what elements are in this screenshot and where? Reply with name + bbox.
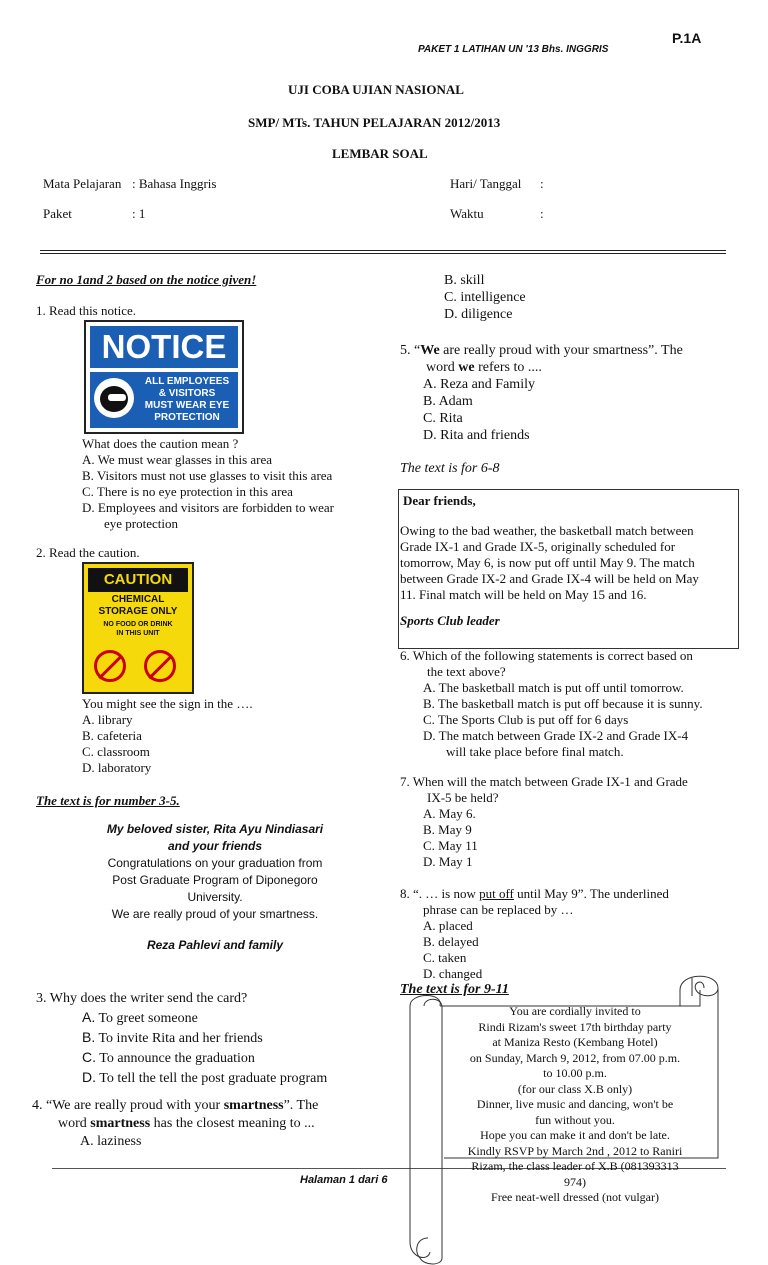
q6-option-c: C. The Sports Club is put off for 6 days — [423, 712, 629, 727]
hari-value: : — [540, 176, 544, 191]
caution-line-1: CHEMICAL — [111, 594, 165, 605]
q4-option-b: B. skill — [444, 273, 485, 288]
invite-line-2: Rindi Rizam's sweet 17th birthday party — [478, 1019, 672, 1034]
q2-question-text: You might see the sign in the …. — [82, 696, 253, 711]
q5-option-a: A. Reza and Family — [423, 377, 535, 392]
q1-option-a: A. We must wear glasses in this area — [82, 452, 273, 467]
title-line-3: LEMBAR SOAL — [332, 146, 428, 161]
q8-option-c: C. taken — [423, 950, 467, 965]
q7-option-d: D. May 1 — [423, 854, 473, 869]
paket-header-label: PAKET 1 LATIHAN UN '13 Bhs. INGGRIS — [418, 44, 609, 55]
question-7: 7. When will the match between Grade IX-1 and Grade IX-5 be held? A. May 6. B. May 9 C. May 11 D. May 1 — [400, 774, 688, 869]
invite-line-5: to 10.00 p.m. — [543, 1066, 607, 1080]
card-line-4: Post Graduate Program of Diponegoro — [112, 873, 318, 887]
caution-title: CAUTION — [88, 568, 188, 592]
invite-line-11: Rizam, the class leader of X.B (081393313 — [471, 1159, 679, 1173]
letter-body-2: Grade IX-1 and Grade IX-5, originally scheduled for — [400, 539, 676, 554]
q1-option-b: B. Visitors must not use glasses to visit this area — [82, 468, 333, 483]
text-for-6-8: The text is for 6-8 — [400, 461, 500, 476]
q6-option-b: B. The basketball match is put off because it is sunny. — [423, 696, 703, 711]
caution-line-2: STORAGE ONLY — [98, 606, 178, 617]
q8-option-d: D. changed — [423, 966, 483, 981]
card-line-2: and your friends — [167, 839, 262, 853]
no-drink-icon — [144, 650, 176, 682]
invite-line-12: 974) — [564, 1174, 586, 1189]
letter-signature: Sports Club leader — [400, 613, 500, 628]
page-code: P.1A — [672, 30, 702, 46]
invite-line-6: (for our class X.B only) — [517, 1081, 633, 1096]
page-footer: Halaman 1 dari 6 — [300, 1174, 388, 1186]
q2-option-b: B. cafeteria — [82, 728, 142, 743]
invite-line-9: Hope you can make it and don't be late. — [480, 1128, 670, 1142]
text-for-3-5: The text is for number 3-5. — [36, 793, 180, 808]
q7-option-c: C. May 11 — [423, 838, 478, 853]
mapel-value: : Bahasa Inggris — [132, 176, 217, 191]
q8-option-a: A. placed — [423, 918, 473, 933]
waktu-label: Waktu — [450, 206, 484, 221]
caution-line-4: IN THIS UNIT — [116, 630, 160, 637]
q4-option-c: C. intelligence — [444, 290, 526, 305]
q8-option-b: B. delayed — [423, 934, 479, 949]
notice-line-1: ALL EMPLOYEES — [144, 376, 230, 387]
letter-body-5: 11. Final match will be held on May 15 and 16. — [400, 587, 647, 602]
card-signature: Reza Pahlevi and family — [146, 938, 284, 952]
q2-option-c: C. classroom — [82, 744, 150, 759]
letter-body-1: Owing to the bad weather, the basketball match between — [400, 523, 694, 538]
q2-option-d: D. laboratory — [82, 760, 152, 775]
q1-option-d-cont: eye protection — [104, 516, 178, 531]
header-divider-bottom — [40, 253, 726, 254]
q7-option-a: A. May 6. — [423, 806, 476, 821]
question-8: 8. “. … is now put off until May 9”. The underlined phrase can be replaced by … A. placed B. delayed C. taken D. changed — [400, 886, 669, 981]
q6-option-d-cont: will take place before final match. — [446, 744, 624, 759]
letter-body-4: between Grade IX-2 and Grade IX-4 will be held on May — [400, 571, 699, 586]
q2-option-a: A. library — [82, 712, 133, 727]
paket-value: : 1 — [132, 206, 146, 221]
card-line-5: University. — [187, 890, 243, 904]
notice-line-3: MUST WEAR EYE — [144, 400, 230, 411]
title-line-2: SMP/ MTs. TAHUN PELAJARAN 2012/2013 — [248, 115, 501, 130]
title-line-1: UJI COBA UJIAN NASIONAL — [288, 82, 464, 97]
question-4: 4. “We are really proud with your smartness”. The word smartness has the closest meaning to ... A. laziness — [32, 1098, 319, 1149]
notice-sign — [84, 320, 244, 434]
question-2: 2. Read the caution. — [36, 545, 140, 560]
invite-line-1: You are cordially invited to — [509, 1004, 641, 1018]
caution-sign — [82, 562, 194, 694]
card-line-3: Congratulations on your graduation from — [107, 856, 323, 870]
question-5: 5. “We are really proud with your smartness”. The word we refers to .... A. Reza and Family B. Adam C. Rita D. Rita and friends — [400, 343, 683, 443]
q6-option-d: D. The match between Grade IX-2 and Grade IX-4 — [423, 728, 689, 743]
letter-greeting: Dear friends, — [403, 493, 476, 508]
q3-option-b: B. To invite Rita and her friends — [82, 1029, 263, 1046]
q5-option-c: C. Rita — [423, 411, 463, 426]
card-line-1: My beloved sister, Rita Ayu Nindiasari — [106, 822, 324, 836]
no-food-icon — [94, 650, 126, 682]
q5-option-d: D. Rita and friends — [423, 428, 530, 443]
invite-line-7: Dinner, live music and dancing, won't be — [476, 1097, 674, 1111]
paket-label: Paket — [43, 206, 72, 221]
text-for-9-11: The text is for 9-11 — [400, 982, 509, 997]
invite-line-10: Kindly RSVP by March 2nd , 2012 to Raniri — [467, 1143, 683, 1158]
notice-line-2: & VISITORS — [158, 388, 216, 399]
notice-line-4: PROTECTION — [154, 412, 220, 423]
intro-instruction: For no 1and 2 based on the notice given! — [36, 272, 257, 287]
invite-line-4: on Sunday, March 9, 2012, from 07.00 p.m. — [469, 1050, 681, 1065]
q1-option-d: D. Employees and visitors are forbidden to wear — [82, 500, 334, 515]
q1-question-text: What does the caution mean ? — [82, 436, 239, 451]
q3-option-c: C. To announce the graduation — [82, 1049, 255, 1066]
question-6: 6. Which of the following statements is correct based on the text above? A. The basketball match is put off until tomorrow. B. The basketball match is put off because it is sunny. C. The Sports Club is put off for 6 days D. The match between Grade IX-2 and Grade IX-4 will take place before final match. — [400, 648, 703, 759]
question-3: 3. Why does the writer send the card? — [36, 991, 248, 1006]
q5-option-b: B. Adam — [423, 394, 473, 409]
q4-option-a: A. laziness — [80, 1134, 142, 1149]
mapel-label: Mata Pelajaran — [43, 176, 122, 191]
invite-line-8: fun without you. — [535, 1112, 615, 1127]
q7-option-b: B. May 9 — [423, 822, 472, 837]
q3-option-a: A. To greet someone — [82, 1009, 198, 1026]
eye-protection-icon — [94, 378, 134, 418]
q3-option-d: D. To tell the tell the post graduate program — [82, 1069, 328, 1086]
letter-body-3: tomorrow, May 6, is now put off until May 9. The match — [400, 555, 695, 570]
q1-option-c: C. There is no eye protection in this area — [82, 484, 293, 499]
caution-line-3: NO FOOD OR DRINK — [103, 621, 173, 628]
q6-option-a: A. The basketball match is put off until tomorrow. — [423, 680, 684, 695]
card-line-6: We are really proud of your smartness. — [111, 907, 319, 921]
header-divider-top — [40, 250, 726, 251]
invite-line-3: at Maniza Resto (Kembang Hotel) — [492, 1035, 658, 1049]
q4-option-d: D. diligence — [444, 307, 513, 322]
waktu-value: : — [540, 206, 544, 221]
hari-label: Hari/ Tanggal — [450, 176, 522, 191]
notice-title: NOTICE — [90, 326, 238, 368]
question-1: 1. Read this notice. — [36, 303, 137, 318]
invite-line-13: Free neat-well dressed (not vulgar) — [491, 1190, 659, 1204]
